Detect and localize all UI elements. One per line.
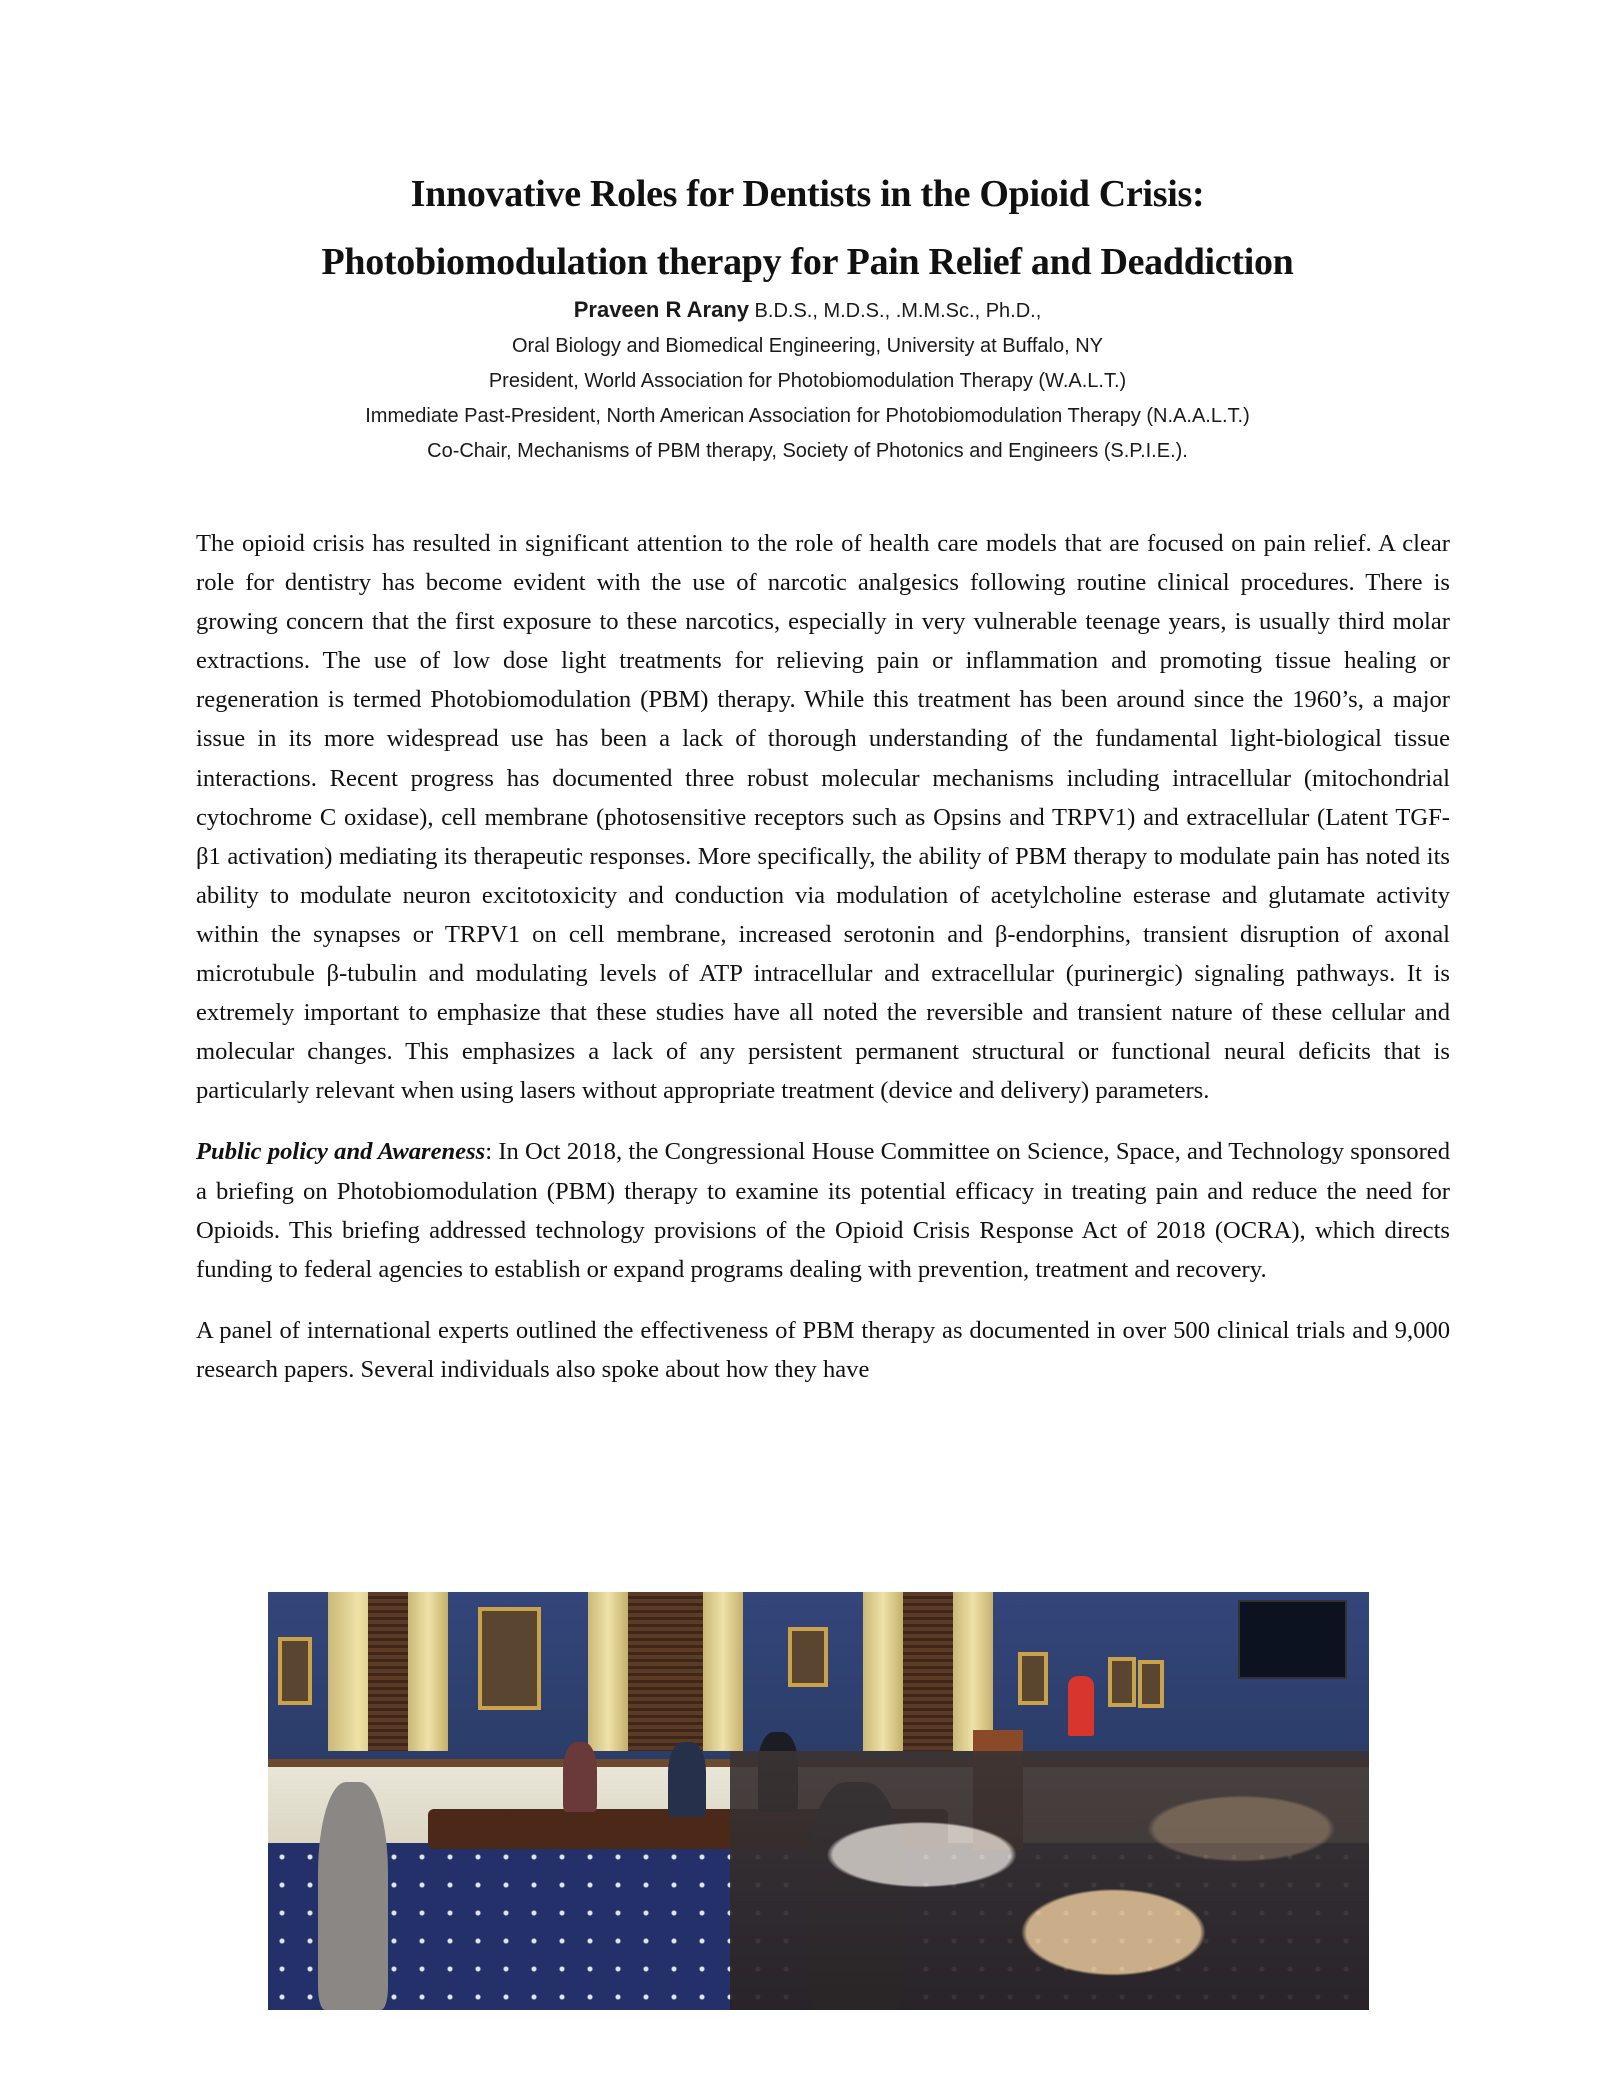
author-name: Praveen R Arany — [573, 297, 749, 322]
photo-window — [628, 1592, 703, 1751]
photo-portrait — [478, 1607, 541, 1710]
photo-curtain — [588, 1592, 628, 1751]
paragraph-public-policy-text: : In Oct 2018, the Congressional House Committee on Science, Space, and Technology sponsored a briefing on Photobiomodulation (PBM) therapy to examine its potential efficacy in treating pain and reduce the need for Opioids. This briefing addressed technology provisions of the Opioid Crisis Response Act of 2018 (OCRA), which directs funding to federal agencies to establish or expand programs dealing with prevention, treatment and recovery. — [196, 1138, 1451, 1283]
document-title — [0, 170, 1615, 286]
photo-curtain — [408, 1592, 448, 1751]
photo-presentation-screen — [1238, 1600, 1347, 1679]
title-line-1: Innovative Roles for Dentists in the Opioid Crisis: — [410, 173, 1205, 215]
photo-curtain — [703, 1592, 743, 1751]
affiliation: Oral Biology and Biomedical Engineering, University at Buffalo, NY — [511, 335, 1104, 357]
photo-portrait — [1138, 1660, 1164, 1708]
photo-window — [903, 1592, 953, 1751]
affiliation: Immediate Past-President, North American Association for Photobiomodulation Therapy (N.A.A.L.T.) — [365, 405, 1250, 427]
paragraph-panel: A panel of international experts outlined the effectiveness of PBM therapy as documented in over 500 clinical trials and 9,000 research papers. Several individuals also spoke about how they have — [196, 1316, 1450, 1383]
author-line — [0, 292, 1615, 329]
photo-audience — [730, 1751, 1369, 2010]
photo-curtain — [953, 1592, 993, 1751]
photo-panelist — [563, 1742, 597, 1812]
photo-portrait — [788, 1627, 828, 1687]
photo-cameraman — [1068, 1676, 1094, 1736]
section-heading-public-policy: Public policy and Awareness — [196, 1138, 486, 1166]
photo-curtain — [863, 1592, 903, 1751]
affiliation: Co-Chair, Mechanisms of PBM therapy, Society of Photonics and Engineers (S.P.I.E.). — [427, 440, 1188, 462]
author-degrees: B.D.S., M.D.S., .M.M.Sc., Ph.D., — [749, 300, 1042, 322]
photo-panelist — [668, 1742, 706, 1817]
article-body — [196, 524, 1450, 1411]
title-line-2: Photobiomodulation therapy for Pain Relief and Deaddiction — [321, 241, 1294, 283]
photo-audience-member — [318, 1782, 388, 2010]
photo-portrait — [1108, 1657, 1136, 1707]
photo-portrait — [1018, 1652, 1048, 1705]
photo-portrait — [278, 1637, 312, 1705]
paragraph-public-policy — [196, 1132, 1450, 1288]
hearing-room-photo — [268, 1592, 1369, 2010]
affiliation: President, World Association for Photobiomodulation Therapy (W.A.L.T.) — [488, 370, 1127, 392]
paragraph-intro: The opioid crisis has resulted in significant attention to the role of health care models that are focused on pain relief. A clear role for dentistry has become evident with the use of narcotic analgesics following routine clinical procedures. There is growing concern that the first exposure to these narcotics, especially in very vulnerable teenage years, is usually third molar extractions. The use of low dose light treatments for relieving pain or inflammation and promoting tissue healing or regeneration is termed Photobiomodulation (PBM) therapy. While this treatment has been around since the 1960’s, a major issue in its more widespread use has been a lack of thorough understanding of the fundamental light-biological tissue interactions. Recent progress has documented three robust molecular mechanisms including intracellular (mitochondrial cytochrome C oxidase), cell membrane (photosensitive receptors such as Opsins and TRPV1) and extracellular (Latent TGF-β1 activation) mediating its therapeutic responses. More specifically, the ability of PBM therapy to modulate pain has noted its ability to modulate neuron excitotoxicity and conduction via modulation of acetylcholine esterase and glutamate activity within the synapses or TRPV1 on cell membrane, increased serotonin and β-endorphins, transient disruption of axonal microtubule β-tubulin and modulating levels of ATP intracellular and extracellular (purinergic) signaling pathways. It is extremely important to emphasize that these studies have all noted the reversible and transient nature of these cellular and molecular changes. This emphasizes a lack of any persistent permanent structural or functional neural deficits that is particularly relevant when using lasers without appropriate treatment (device and delivery) parameters. — [196, 530, 1450, 1105]
author-block — [0, 292, 1615, 469]
photo-window — [368, 1592, 408, 1751]
